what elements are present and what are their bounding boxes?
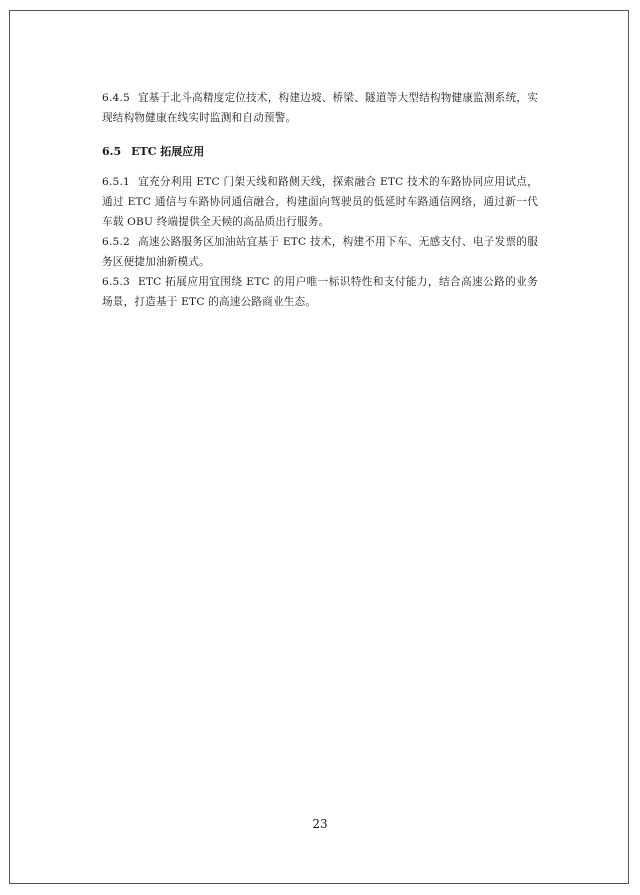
clause-text: 高速公路服务区加油站宜基于 ETC 技术，构建不用下车、无感支付、电子发票的服务区便捷加油新模式。: [102, 236, 538, 268]
clause-number: 6.5.2: [102, 236, 130, 248]
clause-text: 宜充分利用 ETC 门架天线和路侧天线，探索融合 ETC 技术的车路协同应用试点，通过 ETC 通信与车路协同通信融合，构建面向驾驶员的低延时车路通信网络，通过新一代车载 OBU 终端提供全天候的高品质出行服务。: [102, 176, 538, 228]
document-body: [102, 88, 538, 312]
clause-6-5-3: [102, 272, 538, 312]
clause-number: 6.5.1: [102, 176, 130, 188]
clause-text: 宜基于北斗高精度定位技术，构建边坡、桥梁、隧道等大型结构物健康监测系统，实现结构物健康在线实时监测和自动预警。: [102, 92, 538, 124]
section-number: 6.5: [102, 145, 122, 158]
section-heading-6-5: [102, 142, 538, 162]
page-number: 23: [312, 817, 328, 831]
clause-number: 6.5.3: [102, 276, 130, 288]
section-title: ETC 拓展应用: [131, 145, 205, 158]
clause-6-5-1: [102, 172, 538, 232]
clause-number: 6.4.5: [102, 92, 130, 104]
clause-6-5-2: [102, 232, 538, 272]
clause-text: ETC 拓展应用宜围绕 ETC 的用户唯一标识特性和支付能力，结合高速公路的业务场景，打造基于 ETC 的高速公路商业生态。: [102, 276, 538, 308]
clause-6-4-5: [102, 88, 538, 128]
